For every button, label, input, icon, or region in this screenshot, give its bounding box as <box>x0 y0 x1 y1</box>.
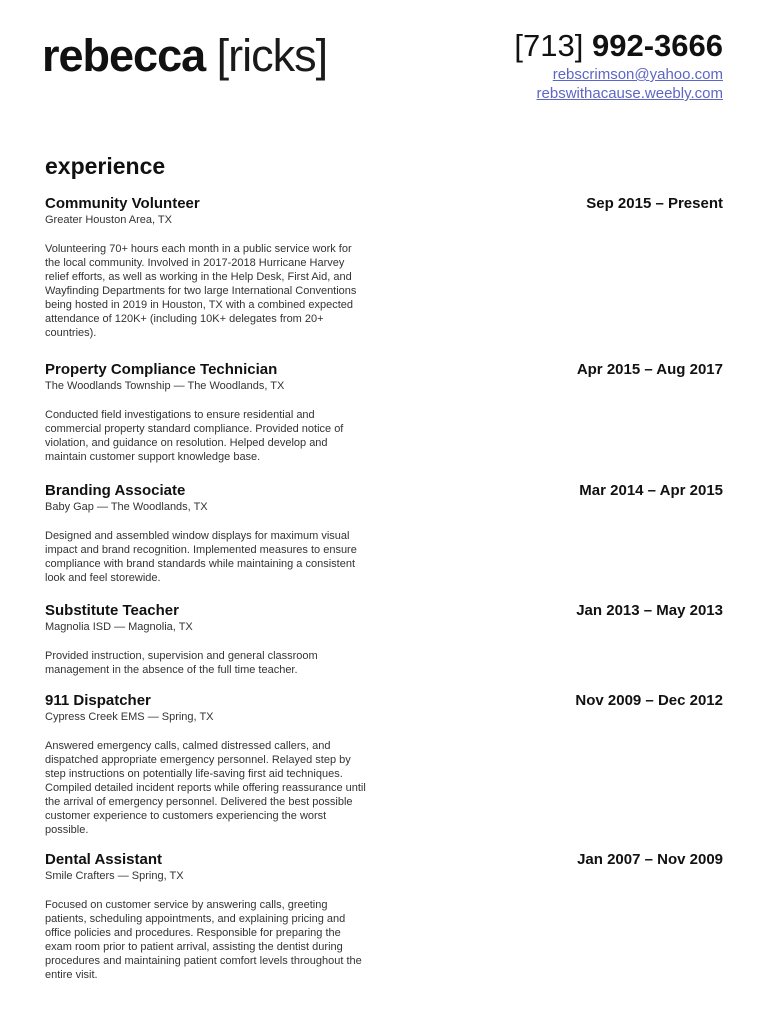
job-dates: Apr 2015 – Aug 2017 <box>576 361 723 378</box>
job-title: Community Volunteer <box>45 195 200 212</box>
phone-digits: 992-3666 <box>591 28 723 63</box>
job-entry <box>45 361 723 464</box>
job-dates: Nov 2009 – Dec 2012 <box>575 692 723 709</box>
job-entry <box>45 851 723 982</box>
job-dates: Jan 2007 – Nov 2009 <box>577 851 723 868</box>
job-title: 911 Dispatcher <box>45 692 151 709</box>
job-description: Designed and assembled window displays for maximum visual impact and brand recognition. Implemented measures to ensure compliance with brand standards while maintaining a consistent look and feel storewide. <box>45 530 357 584</box>
job-title: Substitute Teacher <box>45 602 179 619</box>
job-description: Volunteering 70+ hours each month in a public service work for the local community. Involved in 2017-2018 Hurricane Harvey relief efforts, as well as working in the Help Desk, First Aid, and Wayfinding Departments for two large International Conventions being hosted in 2019 in Houston, TX with a combined expected attendance of 120K+ (including 10K+ delegates from 20+ countries). <box>45 243 357 339</box>
phone-area-code: [713] <box>514 28 584 63</box>
job-location: Smile Crafters — Spring, TX <box>45 870 184 882</box>
job-entry <box>45 602 723 677</box>
job-entry <box>45 195 723 340</box>
first-name: rebecca <box>42 30 206 81</box>
experience-heading: experience <box>45 153 166 179</box>
job-entry <box>45 482 723 585</box>
last-name: [ricks] <box>216 30 328 81</box>
job-title: Property Compliance Technician <box>45 361 278 378</box>
website-link[interactable]: rebswithacause.weebly.com <box>536 85 723 102</box>
job-dates: Mar 2014 – Apr 2015 <box>579 482 723 499</box>
job-description: Answered emergency calls, calmed distressed callers, and dispatched appropriate emergency personnel. Relayed step by step instructions on potentially life-saving first aid techniques. Compiled detailed incident reports while offering reassurance until the arrival of emergency personnel. Delivered the best possible customer experience to customers experiencing the worst possible. <box>45 740 366 836</box>
job-description: Focused on customer service by answering calls, greeting patients, scheduling appointments, and explaining pricing and office policies and procedures. Responsible for preparing the exam room prior to patient arrival, assisting the dentist during procedures and maintaining patient comfort levels throughout the entire visit. <box>45 899 362 981</box>
contact-block <box>514 27 723 103</box>
job-location: Cypress Creek EMS — Spring, TX <box>45 711 214 723</box>
job-dates: Sep 2015 – Present <box>586 195 723 212</box>
job-entry <box>45 692 723 837</box>
job-location: Baby Gap — The Woodlands, TX <box>45 501 208 513</box>
job-title: Branding Associate <box>45 482 186 499</box>
resume-name <box>42 28 327 84</box>
job-location: Magnolia ISD — Magnolia, TX <box>45 621 193 633</box>
job-location: The Woodlands Township — The Woodlands, TX <box>45 380 285 392</box>
job-description: Provided instruction, supervision and general classroom management in the absence of the full time teacher. <box>45 650 318 676</box>
job-dates: Jan 2013 – May 2013 <box>576 602 723 619</box>
job-description: Conducted field investigations to ensure residential and commercial property standard compliance. Provided notice of violation, and guidance on resolution. Helped develop and maintain customer support knowledge base. <box>45 409 344 463</box>
job-title: Dental Assistant <box>45 851 162 868</box>
job-location: Greater Houston Area, TX <box>45 214 172 226</box>
email-link[interactable]: rebscrimson@yahoo.com <box>552 66 723 83</box>
phone-number <box>514 27 723 65</box>
